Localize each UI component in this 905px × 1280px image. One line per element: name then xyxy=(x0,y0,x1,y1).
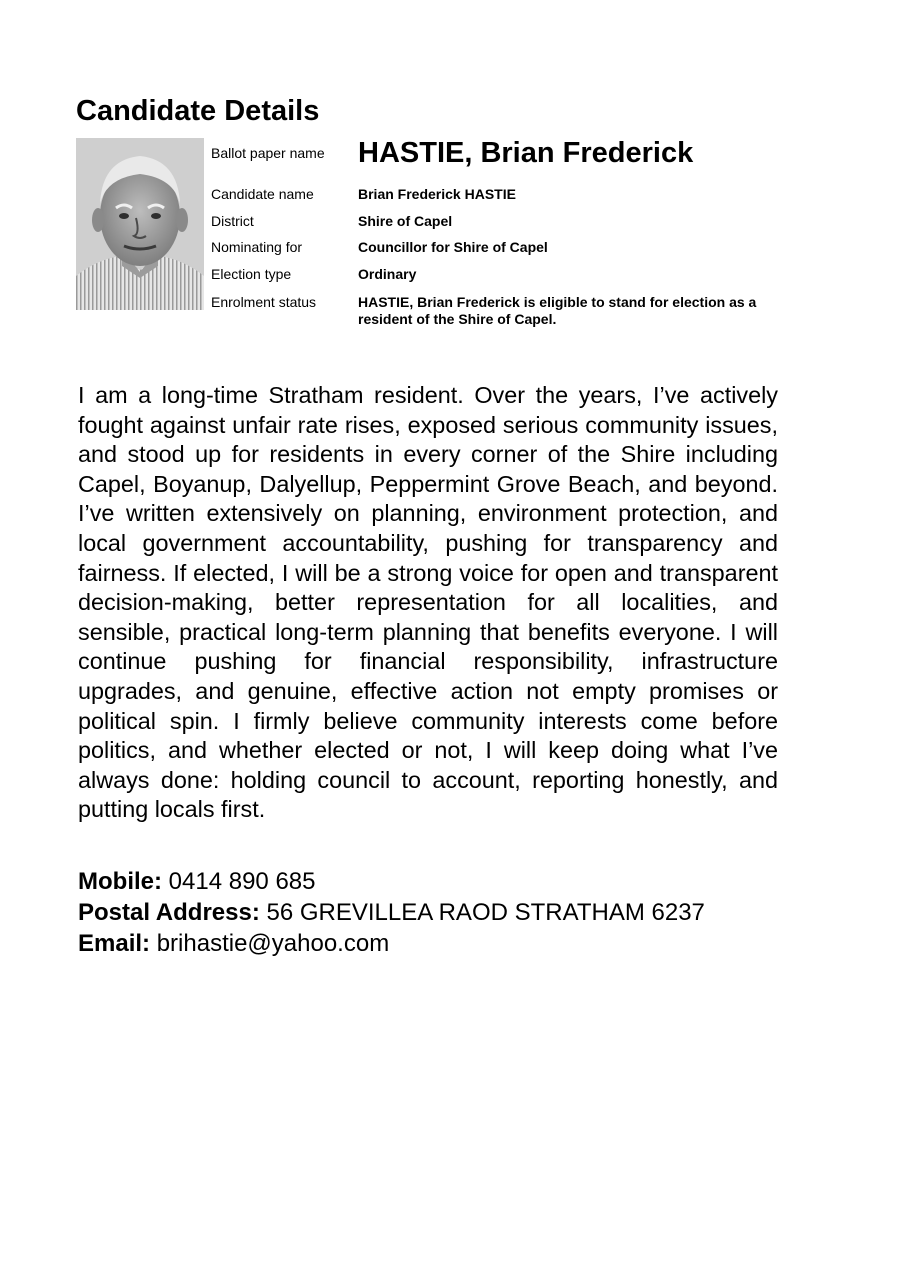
candidate-name-value: Brian Frederick HASTIE xyxy=(358,186,516,202)
candidate-portrait-image xyxy=(76,138,204,310)
enrolment-status-label: Enrolment status xyxy=(211,294,317,310)
email-value: brihastie@yahoo.com xyxy=(156,930,390,957)
email-label: Email: xyxy=(78,930,151,957)
mobile-label: Mobile: xyxy=(78,868,162,895)
election-type-label: Election type xyxy=(211,266,292,282)
candidate-photo xyxy=(76,138,204,310)
mobile-value: 0414 890 685 xyxy=(168,868,316,895)
district-label: District xyxy=(211,213,254,229)
ballot-paper-name-label: Ballot paper name xyxy=(211,145,325,161)
postal-address-value: 56 GREVILLEA RAOD STRATHAM 6237 xyxy=(266,899,705,926)
contact-mobile xyxy=(78,867,315,897)
contact-email xyxy=(78,929,389,959)
election-type-value: Ordinary xyxy=(358,266,417,282)
nominating-for-value: Councillor for Shire of Capel xyxy=(358,239,548,255)
postal-address-label: Postal Address: xyxy=(78,899,260,926)
contact-postal-address xyxy=(78,898,705,928)
ballot-paper-name-value: HASTIE, Brian Frederick xyxy=(358,137,694,169)
page-title: Candidate Details xyxy=(76,95,320,127)
candidate-name-label: Candidate name xyxy=(211,186,314,202)
candidate-statement: I am a long-time Stratham resident. Over the years, I’ve actively fought against unfair rate rises, exposed serious community issues, and stood up for residents in every corner of the Shire including Capel, Boyanup, Dalyellup, Peppermint Grove Beach, and beyond. I’ve written extensively on planning, environment protection, and local government accountability, pushing for transparency and fairness. If elected, I will be a strong voice for open and transparent decision-making, better representation for all localities, and sensible, practical long-term planning that benefits everyone. I will continue pushing for financial responsibility, infrastructure upgrades, and genuine, effective action not empty promises or political spin. I firmly believe community interests come before politics, and whether elected or not, I will keep doing what I’ve always done: holding council to account, reporting honestly, and putting locals first. xyxy=(78,382,778,823)
district-value: Shire of Capel xyxy=(358,213,453,229)
nominating-for-label: Nominating for xyxy=(211,239,303,255)
enrolment-status-value: HASTIE, Brian Frederick is eligible to stand for election as a resident of the Shire of Capel. xyxy=(358,294,757,327)
